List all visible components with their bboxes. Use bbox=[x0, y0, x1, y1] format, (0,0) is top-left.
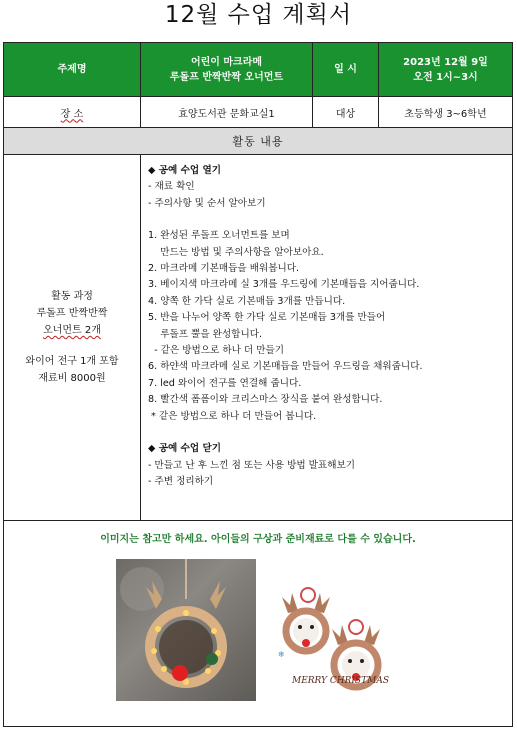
step-line: 만드는 방법 및 주의사항을 알아보아요. bbox=[148, 246, 324, 258]
close-section-title: ◆ 공예 수업 닫기 bbox=[148, 443, 222, 455]
summary-line-2: 루돌프 반짝반짝 bbox=[36, 308, 108, 319]
step-line: 3. 베이지색 마크라메 실 3개를 우드링에 기본매듭을 지어줍니다. bbox=[148, 279, 420, 291]
reference-images-cell bbox=[4, 521, 513, 727]
subject-label: 주제명 bbox=[4, 43, 141, 97]
header-row bbox=[4, 43, 513, 97]
target-value: 초등학생 3~6학년 bbox=[379, 97, 513, 128]
reindeer-ornament-photo-pair bbox=[274, 585, 394, 713]
close-item-2: - 주변 정리하기 bbox=[148, 475, 214, 487]
summary-line-3 bbox=[4, 322, 140, 339]
date-value bbox=[379, 43, 513, 97]
images-row bbox=[4, 521, 513, 727]
subject-value bbox=[141, 43, 313, 97]
subject-line-2: 루돌프 반짝반짝 오너먼트 bbox=[169, 71, 284, 83]
step-line: * 같은 방법으로 하나 더 만들어 봅니다. bbox=[148, 410, 317, 422]
step-line: 4. 양쪽 한 가닥 실로 기본매듭 3개를 만듭니다. bbox=[148, 295, 346, 307]
reference-note: 이미지는 참고만 하세요. 아이들의 구상과 준비재료로 다를 수 있습니다. bbox=[100, 534, 416, 545]
summary-line-5: 재료비 8000원 bbox=[38, 373, 106, 384]
place-value: 효양도서관 문화교실1 bbox=[141, 97, 313, 128]
course-summary bbox=[4, 155, 141, 521]
summary-line-1: 활동 과정 bbox=[51, 291, 93, 302]
page-title: 12월 수업 계획서 bbox=[164, 2, 353, 28]
open-item-1: - 재료 확인 bbox=[148, 181, 195, 193]
place-label bbox=[4, 97, 141, 128]
step-line: 2. 마크라메 기본매듭을 배워봅니다. bbox=[148, 263, 300, 275]
activity-row bbox=[4, 155, 513, 521]
lesson-plan-table bbox=[3, 42, 513, 727]
subject-line-1: 어린이 마크라메 bbox=[190, 56, 263, 68]
summary-line-3-text: 오너먼트 2개 bbox=[43, 325, 101, 336]
svg-text:❄: ❄ bbox=[278, 650, 285, 659]
merry-christmas-caption: MERRY CHRISTMAS bbox=[292, 676, 389, 686]
summary-line-4: 와이어 전구 1개 포함 bbox=[25, 356, 119, 367]
step-line: 1. 완성된 루돌프 오너먼트를 보며 bbox=[148, 230, 290, 242]
open-item-2: - 주의사항 및 순서 알아보기 bbox=[148, 197, 266, 209]
step-line: - 같은 방법으로 하나 더 만들기 bbox=[148, 345, 285, 357]
date-line-1: 2023년 12월 9일 bbox=[403, 56, 488, 68]
section-title: 활동 내용 bbox=[4, 128, 513, 155]
open-section-title: ◆ 공예 수업 열기 bbox=[148, 165, 222, 176]
date-label: 일 시 bbox=[313, 43, 379, 97]
step-line: 6. 하얀색 마크라메 실로 기본매듭을 만들어 우드링을 채워줍니다. bbox=[148, 361, 423, 373]
date-line-2: 오전 1시~3시 bbox=[413, 71, 478, 83]
reindeer-ornament-photo-lit bbox=[116, 559, 256, 701]
step-line: 8. 빨간색 폼폼이와 크리스마스 장식을 붙여 완성합니다. bbox=[148, 394, 383, 406]
activity-details bbox=[141, 155, 513, 521]
step-line: 루돌프 뿔을 완성합니다. bbox=[148, 328, 263, 340]
info-row bbox=[4, 97, 513, 128]
step-line: 5. 반을 나누어 양쪽 한 가닥 실로 기본매듭 3개를 만들어 bbox=[148, 312, 386, 324]
target-label: 대상 bbox=[313, 97, 379, 128]
step-line: 7. led 와이어 전구를 연결해 줍니다. bbox=[148, 377, 302, 389]
close-item-1: - 만들고 난 후 느낀 점 또는 사용 방법 발표해보기 bbox=[148, 459, 355, 471]
section-row bbox=[4, 128, 513, 155]
place-label-text: 장 소 bbox=[60, 108, 84, 120]
